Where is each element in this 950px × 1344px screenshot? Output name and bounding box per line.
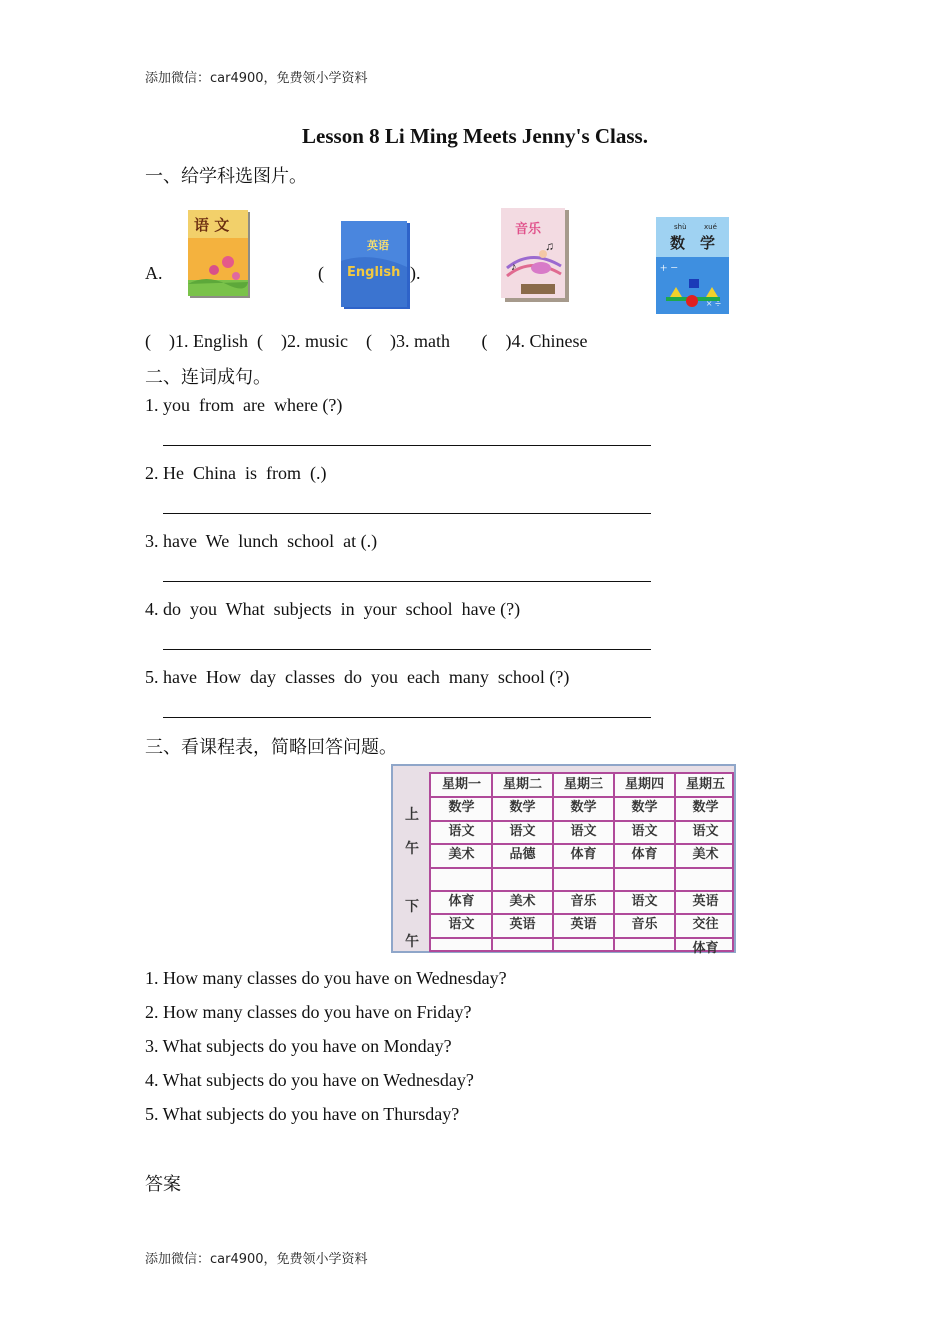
schedule-cell: 美术 xyxy=(692,847,719,863)
schedule-day-header: 星期四 xyxy=(624,777,664,792)
sentence-item-2: 2. He China is from (.) xyxy=(145,463,327,483)
schedule-cell: 数学 xyxy=(631,800,658,816)
svg-text:♪: ♪ xyxy=(511,261,517,273)
schedule-cell: 数学 xyxy=(448,800,475,816)
schedule-cell xyxy=(614,868,675,891)
schedule-cell: 体育 xyxy=(692,940,719,956)
schedule-cell: 数学 xyxy=(692,800,719,816)
schedule-cell xyxy=(431,868,492,891)
answer-blank-4[interactable] xyxy=(163,649,651,650)
schedule-pm-2: 午 xyxy=(405,934,419,950)
math-book-title-1: 数 xyxy=(670,234,686,252)
svg-text:+ −: + − xyxy=(660,260,678,275)
chinese-book-image xyxy=(186,210,252,300)
schedule-cell: 语文 xyxy=(570,823,597,839)
option-a-label: A. xyxy=(145,263,163,283)
schedule-cell: 美术 xyxy=(509,894,536,909)
question-3: 3. What subjects do you have on Monday? xyxy=(145,1036,452,1056)
schedule-day-header: 星期三 xyxy=(563,777,603,792)
music-book-image xyxy=(501,208,569,302)
question-4: 4. What subjects do you have on Wednesday? xyxy=(145,1070,474,1090)
schedule-pm-1: 下 xyxy=(405,899,419,915)
schedule-cell: 语文 xyxy=(692,823,719,839)
schedule-cell xyxy=(492,868,553,891)
music-book-title: 音乐 xyxy=(515,222,542,237)
math-book-image xyxy=(656,217,729,314)
schedule-cell xyxy=(614,938,675,961)
section1-items: ( )1. English ( )2. music ( )3. math ( )4. Chinese xyxy=(145,331,588,351)
class-schedule-table xyxy=(391,764,736,956)
schedule-day-header: 星期一 xyxy=(441,777,481,792)
schedule-cell: 美术 xyxy=(448,847,475,863)
math-book-pinyin-2: xué xyxy=(704,223,717,231)
schedule-cell: 英语 xyxy=(509,917,536,933)
option-b-label: ( xyxy=(318,263,324,283)
answer-blank-1[interactable] xyxy=(163,445,651,446)
chinese-book-title: 语 文 xyxy=(194,216,230,234)
schedule-cell xyxy=(553,868,614,891)
question-2: 2. How many classes do you have on Friday? xyxy=(145,1002,472,1022)
schedule-cell: 交往 xyxy=(692,917,719,933)
schedule-day-header: 星期二 xyxy=(502,777,542,792)
page-title: Lesson 8 Li Ming Meets Jenny's Class. xyxy=(302,124,648,148)
section2-heading: 二、连词成句。 xyxy=(145,367,271,388)
schedule-cell: 品德 xyxy=(509,847,536,863)
schedule-cell xyxy=(492,938,553,961)
math-book-pinyin-1: shù xyxy=(674,223,687,231)
answer-blank-3[interactable] xyxy=(163,581,651,582)
schedule-cell: 体育 xyxy=(631,847,658,863)
schedule-day-header: 星期五 xyxy=(685,777,725,792)
schedule-cell: 语文 xyxy=(631,823,658,839)
english-book-image xyxy=(341,221,411,310)
schedule-am-2: 午 xyxy=(405,841,419,857)
schedule-cell xyxy=(431,938,492,961)
schedule-cell: 英语 xyxy=(570,917,597,933)
schedule-cell: 数学 xyxy=(509,800,536,816)
answer-blank-2[interactable] xyxy=(163,513,651,514)
schedule-cell: 体育 xyxy=(448,894,475,909)
schedule-cell: 语文 xyxy=(631,894,658,909)
question-5: 5. What subjects do you have on Thursday? xyxy=(145,1104,460,1124)
option-c-label: ). xyxy=(410,263,421,283)
schedule-cell: 语文 xyxy=(448,823,475,839)
svg-text:♫: ♫ xyxy=(545,239,554,253)
schedule-cell: 语文 xyxy=(509,823,536,839)
sentence-item-5: 5. have How day classes do you each many school (?) xyxy=(145,667,570,687)
english-book-title-en: English xyxy=(347,265,401,280)
section3-heading: 三、看课程表，简略回答问题。 xyxy=(145,737,397,758)
section1-heading: 一、给学科选图片。 xyxy=(145,166,307,187)
schedule-cell: 数学 xyxy=(570,800,597,816)
answer-blank-5[interactable] xyxy=(163,717,651,718)
schedule-cell xyxy=(553,938,614,961)
english-book-title-cn: 英语 xyxy=(367,239,389,252)
schedule-grid xyxy=(429,772,734,956)
schedule-cell: 英语 xyxy=(692,894,719,909)
header-note: 添加微信：car4900，免费领小学资料 xyxy=(145,71,368,86)
footer-note: 添加微信：car4900，免费领小学资料 xyxy=(145,1252,368,1267)
svg-text:× ÷: × ÷ xyxy=(706,298,721,310)
question-1: 1. How many classes do you have on Wednesday? xyxy=(145,968,507,988)
schedule-cell: 体育 xyxy=(570,847,597,863)
schedule-cell: 语文 xyxy=(448,917,475,933)
sentence-item-3: 3. have We lunch school at (.) xyxy=(145,531,378,551)
answer-heading: 答案 xyxy=(145,1174,181,1195)
sentence-item-1: 1. you from are where (?) xyxy=(145,395,343,415)
math-book-title-2: 学 xyxy=(700,234,716,252)
schedule-cell: 音乐 xyxy=(631,917,658,933)
schedule-cell: 音乐 xyxy=(570,894,597,909)
schedule-cell xyxy=(675,868,736,891)
sentence-item-4: 4. do you What subjects in your school have (?) xyxy=(145,599,521,619)
schedule-am-1: 上 xyxy=(405,807,419,823)
